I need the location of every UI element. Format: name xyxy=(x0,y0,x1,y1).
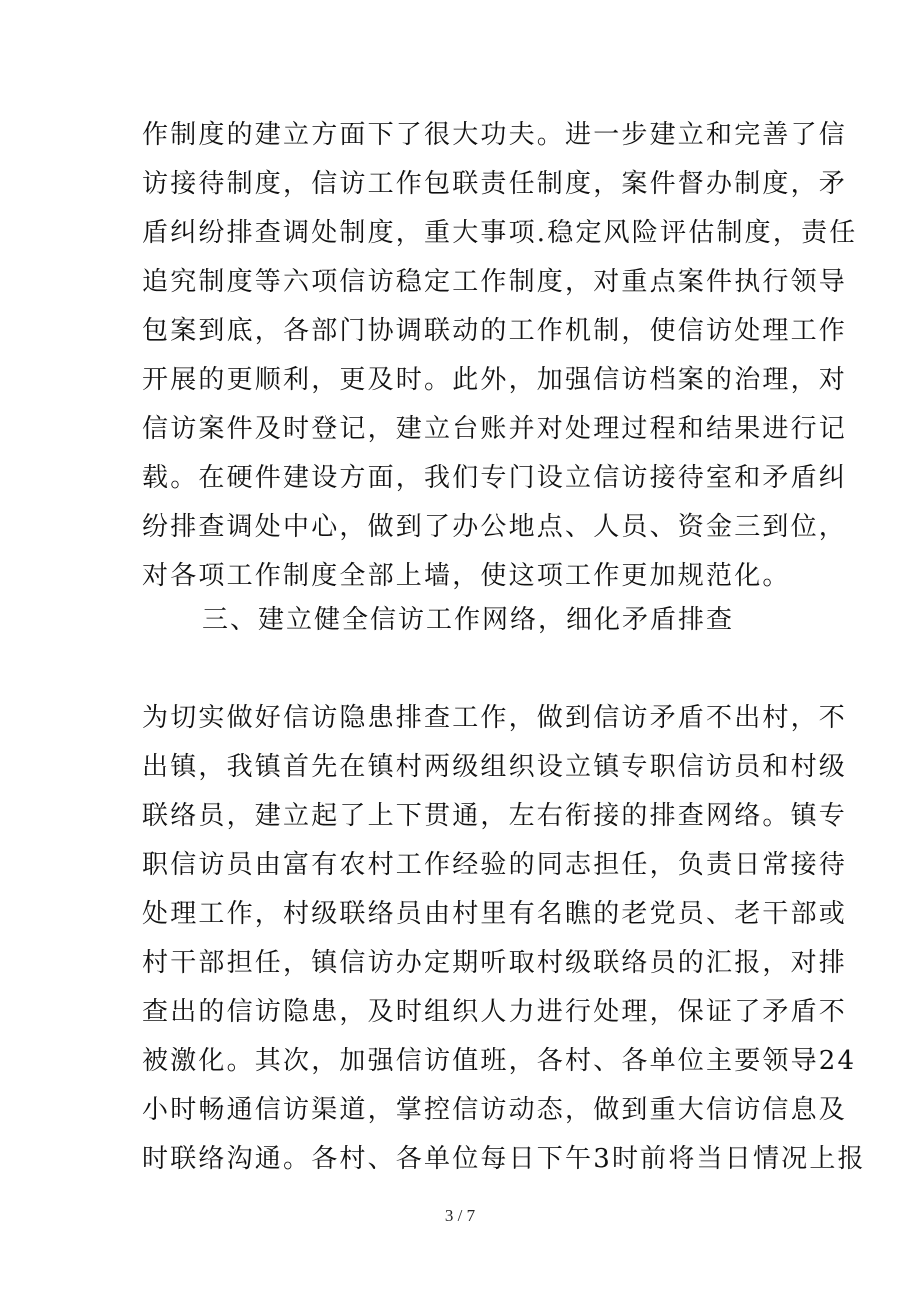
page-number: 3 / 7 xyxy=(444,1206,476,1225)
paragraph-line: 小时畅通信访渠道，掌控信访动态，做到重大信访信息及 xyxy=(142,1095,848,1125)
paragraph-line: 包案到底，各部门协调联动的工作机制，使信访处理工作 xyxy=(142,316,848,346)
paragraph-line: 追究制度等六项信访稳定工作制度，对重点案件执行领导 xyxy=(142,267,848,297)
paragraph-line: 纷排查调处中心，做到了办公地点、人员、资金三到位， xyxy=(142,512,848,542)
paragraph-line: 村干部担任，镇信访办定期听取村级联络员的汇报，对排 xyxy=(142,948,848,978)
paragraph-line: 对各项工作制度全部上墙，使这项工作更加规范化。 xyxy=(142,561,791,591)
paragraph-line: 联络员，建立起了上下贯通，左右衔接的排查网络。镇专 xyxy=(142,801,848,831)
section-heading: 三、建立健全信访工作网络，细化矛盾排查 xyxy=(202,605,735,635)
paragraph-line: 载。在硬件建设方面，我们专门设立信访接待室和矛盾纠 xyxy=(142,463,848,493)
paragraph-line: 时联络沟通。各村、各单位每日下午3时前将当日情况上报 xyxy=(142,1144,866,1174)
paragraph-line: 开展的更顺利，更及时。此外，加强信访档案的治理，对 xyxy=(142,365,848,395)
paragraph-line: 被激化。其次，加强信访值班，各村、各单位主要领导24 xyxy=(142,1046,857,1076)
paragraph-line: 职信访员由富有农村工作经验的同志担任，负责日常接待 xyxy=(142,850,848,880)
paragraph-line: 盾纠纷排查调处制度，重大事项.稳定风险评估制度，责任 xyxy=(142,218,858,248)
paragraph-line: 为切实做好信访隐患排查工作，做到信访矛盾不出村，不 xyxy=(142,703,848,733)
paragraph-line: 访接待制度，信访工作包联责任制度，案件督办制度，矛 xyxy=(142,169,848,199)
paragraph-line: 处理工作，村级联络员由村里有名瞧的老党员、老干部或 xyxy=(142,899,848,929)
paragraph-line: 出镇，我镇首先在镇村两级组织设立镇专职信访员和村级 xyxy=(142,752,848,782)
paragraph-line: 作制度的建立方面下了很大功夫。进一步建立和完善了信 xyxy=(142,120,848,150)
paragraph-line: 查出的信访隐患，及时组织人力进行处理，保证了矛盾不 xyxy=(142,997,848,1027)
paragraph-line: 信访案件及时登记，建立台账并对处理过程和结果进行记 xyxy=(142,414,848,444)
